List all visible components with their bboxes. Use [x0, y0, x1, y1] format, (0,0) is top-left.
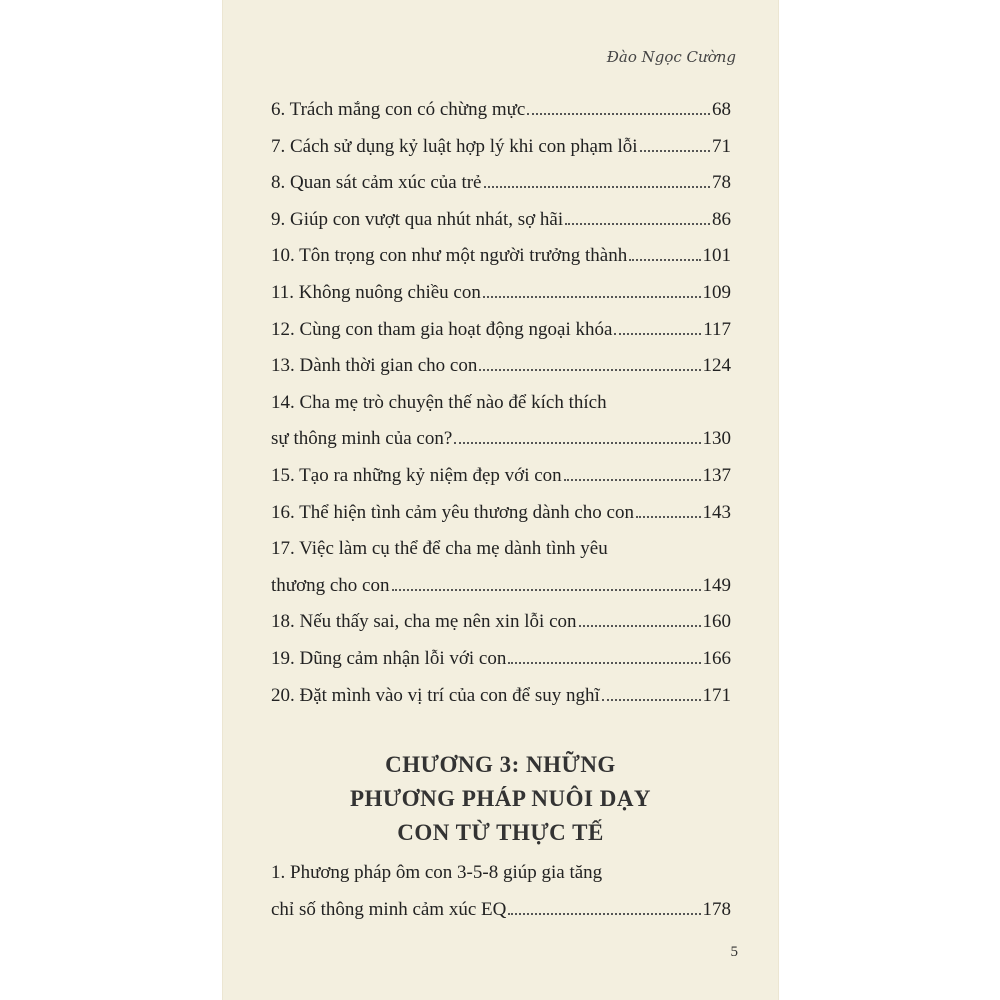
leader-dots — [454, 442, 700, 444]
running-header-author: Đào Ngọc Cường — [606, 48, 736, 66]
leader-dots — [484, 186, 711, 188]
leader-dots — [508, 662, 700, 664]
leader-dots — [636, 516, 701, 518]
toc-entry-title: 10. Tôn trọng con như một người trưởng thành — [271, 245, 628, 267]
toc-entry-title: 9. Giúp con vượt qua nhút nhát, sợ hãi — [271, 208, 564, 230]
toc-entry-title: 20. Đặt mình vào vị trí của con để suy nghĩ — [271, 684, 600, 706]
toc-entry-page: 117 — [703, 318, 731, 340]
chapter-heading-line: CHƯƠNG 3: NHỮNG — [385, 752, 616, 777]
toc-entry — [271, 678, 731, 715]
toc-entry-title: 6. Trách mắng con có chừng mực — [271, 99, 526, 120]
toc-entry-page: 166 — [702, 647, 731, 669]
leader-dots — [508, 913, 700, 915]
leader-dots — [614, 333, 701, 335]
toc-entry — [271, 421, 731, 458]
toc-entry-title: sự thông minh của con? — [271, 428, 453, 450]
leader-dots — [640, 150, 710, 152]
toc-entry-title: 15. Tạo ra những kỷ niệm đẹp với con — [271, 464, 562, 486]
toc-entry — [271, 348, 731, 385]
leader-dots — [602, 699, 701, 701]
toc-entry — [271, 458, 731, 495]
toc-entry-title: 12. Cùng con tham gia hoạt động ngoại khóa — [271, 318, 613, 340]
toc-entry-title: 18. Nếu thấy sai, cha mẹ nên xin lỗi con — [271, 611, 577, 633]
leader-dots — [479, 369, 700, 371]
chapter-toc — [271, 855, 731, 928]
toc-entry-page: 124 — [702, 355, 731, 377]
toc-entry-title-line1: 14. Cha mẹ trò chuyện thế nào để kích thích — [271, 391, 607, 413]
leader-dots — [483, 296, 701, 298]
toc-entry — [271, 641, 731, 678]
toc-entry-title: chỉ số thông minh cảm xúc EQ — [271, 898, 507, 920]
toc-entry-page: 71 — [712, 135, 731, 157]
toc-entry-title: 7. Cách sử dụng kỷ luật hợp lý khi con phạm lỗi — [271, 135, 638, 157]
toc-entry — [271, 165, 731, 202]
toc-entry-page: 109 — [702, 281, 731, 303]
toc-entry-title: 11. Không nuông chiều con — [271, 281, 481, 303]
toc-entry-page: 160 — [702, 611, 731, 633]
toc-entry-page: 178 — [702, 898, 731, 920]
toc-entry-page: 101 — [702, 245, 731, 267]
toc-entry-page: 143 — [702, 501, 731, 523]
leader-dots — [392, 589, 701, 591]
leader-dots — [579, 625, 701, 627]
toc-entry-title-line1: 1. Phương pháp ôm con 3-5-8 giúp gia tăng — [271, 862, 603, 883]
leader-dots — [527, 113, 710, 115]
toc-entry-page: 171 — [702, 684, 731, 706]
toc-entry-page: 149 — [702, 574, 731, 596]
toc-entry — [271, 568, 731, 605]
toc-entry-title: 16. Thể hiện tình cảm yêu thương dành cho con — [271, 501, 634, 523]
page-number: 5 — [730, 944, 738, 960]
book-page — [223, 0, 778, 1000]
toc-entry-title-line1: 17. Việc làm cụ thể để cha mẹ dành tình yêu — [271, 538, 608, 560]
chapter-heading-line: CON TỪ THỰC TẾ — [397, 820, 604, 845]
leader-dots — [629, 259, 700, 261]
toc-entry — [271, 129, 731, 166]
toc-entry-page: 137 — [702, 464, 731, 486]
toc-entry-title: thương cho con — [271, 574, 390, 596]
toc-entry — [271, 892, 731, 929]
toc-entry-title: 19. Dũng cảm nhận lỗi với con — [271, 647, 507, 669]
toc-entry — [271, 495, 731, 532]
table-of-contents — [271, 92, 731, 714]
toc-entry — [271, 92, 731, 129]
leader-dots — [564, 479, 701, 481]
toc-entry — [271, 275, 731, 312]
toc-entry-page: 78 — [712, 172, 731, 194]
chapter-heading — [223, 748, 778, 850]
toc-entry — [271, 604, 731, 641]
toc-entry — [271, 238, 731, 275]
leader-dots — [565, 223, 710, 225]
toc-entry-page: 86 — [712, 208, 731, 230]
toc-entry-title: 13. Dành thời gian cho con — [271, 355, 478, 377]
toc-entry-page: 68 — [712, 99, 731, 120]
toc-entry — [271, 312, 731, 349]
toc-entry-page: 130 — [702, 428, 731, 450]
toc-entry-title: 8. Quan sát cảm xúc của trẻ — [271, 172, 482, 194]
chapter-heading-line: PHƯƠNG PHÁP NUÔI DẠY — [349, 786, 652, 811]
toc-entry — [271, 202, 731, 239]
